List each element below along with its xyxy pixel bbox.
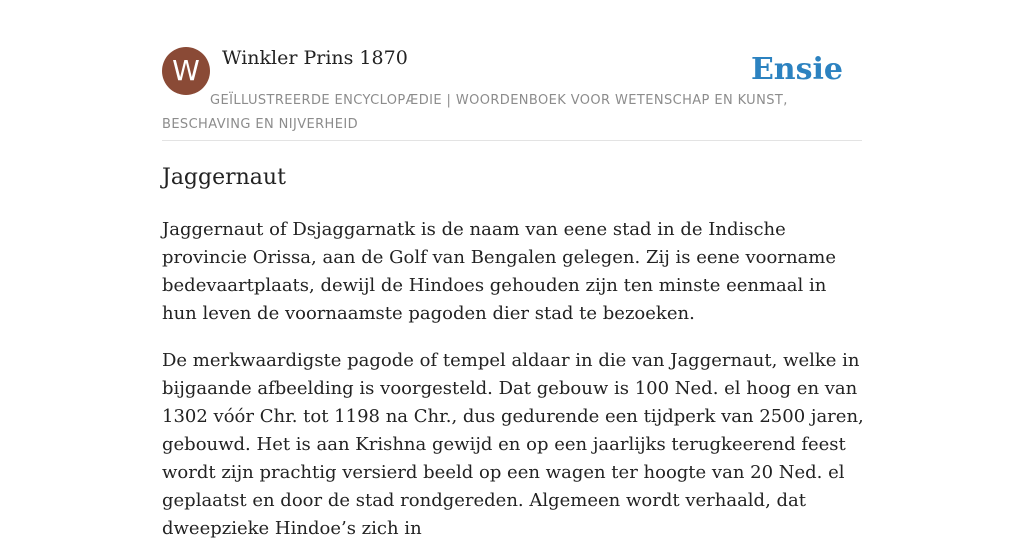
site-subtitle: GEÏLLUSTREERDE ENCYCLOPÆDIE | WOORDENBOEK VOOR WETENSCHAP EN KUNST, BESCHAVING EN NIJVERHEID — [162, 93, 788, 132]
article-paragraph: Jaggernaut of Dsjaggarnatk is de naam van eene stad in de Indische provincie Orissa, aan de Golf van Bengalen gelegen. Zij is eene voorname bedevaartplaats, dewijl de Hindoes gehouden zijn ten minste eenmaal in hun leven de voornaamste pagoden dier stad te bezoeken. — [162, 219, 836, 324]
article-title: Jaggernaut — [162, 165, 286, 190]
avatar: W — [162, 47, 210, 95]
site-header — [162, 46, 862, 141]
article — [162, 160, 866, 543]
ensie-logo-link[interactable]: Ensie — [750, 52, 843, 87]
article-paragraph: De merkwaardigste pagode of tempel aldaar in die van Jaggernaut, welke in bijgaande afbeelding is voorgesteld. Dat gebouw is 100 Ned. el hoog en van 1302 vóór Chr. tot 1198 na Chr., dus gedurende een tijdperk van 2500 jaren, gebouwd. Het is aan Krishna gewijd en op een jaarlijks terugkeerend feest wordt zijn prachtig versierd beeld op een wagen ter hoogte van 20 Ned. el geplaatst en door de stad rondgereden. Algemeen wordt verhaald, dat dweepzieke Hindoe’s zich in — [162, 350, 864, 539]
site-title-link[interactable]: Winkler Prins 1870 — [222, 47, 408, 69]
